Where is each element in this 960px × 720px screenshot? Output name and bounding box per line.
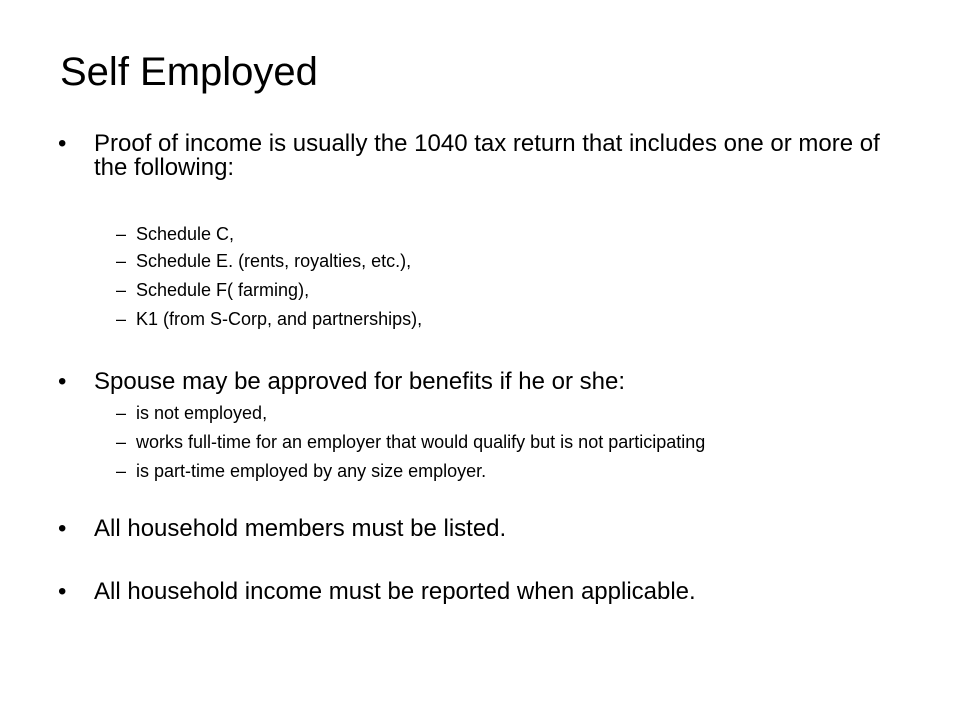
dash-symbol: – — [116, 224, 127, 244]
bullet-text: Spouse may be approved for benefits if he or she: — [94, 368, 625, 395]
sub-bullet-text: Schedule C, — [136, 224, 235, 244]
sub-bullet-text: works full-time for an employer that would qualify but is not participating — [136, 432, 706, 452]
bullet-symbol: • — [58, 130, 67, 157]
bullet-item — [58, 132, 898, 184]
sub-bullet-text: Schedule F( farming), — [136, 280, 310, 300]
sub-bullet-text: Schedule E. (rents, royalties, etc.), — [136, 251, 412, 271]
dash-symbol: – — [116, 461, 127, 481]
sub-bullet-text: K1 (from S-Corp, and partnerships), — [136, 309, 423, 329]
dash-symbol: – — [116, 280, 127, 300]
bullet-item — [58, 580, 898, 608]
bullet-item — [58, 370, 898, 398]
dash-symbol: – — [116, 309, 127, 329]
bullet-symbol: • — [58, 578, 67, 605]
bullet-symbol: • — [58, 515, 67, 542]
bullet-symbol: • — [58, 368, 67, 395]
bullet-text: All household members must be listed. — [94, 515, 507, 542]
bullet-text: All household income must be reported when applicable. — [94, 578, 696, 605]
sub-bullet-text: is part-time employed by any size employer. — [136, 461, 487, 481]
sub-bullet-text: is not employed, — [136, 403, 268, 423]
dash-symbol: – — [116, 403, 127, 423]
dash-symbol: – — [116, 432, 127, 452]
bullet-text: Proof of income is usually the 1040 tax return that includes one or more of the following: — [94, 130, 880, 181]
bullet-item — [58, 517, 898, 545]
slide-title: Self Employed — [60, 50, 318, 94]
dash-symbol: – — [116, 251, 127, 271]
